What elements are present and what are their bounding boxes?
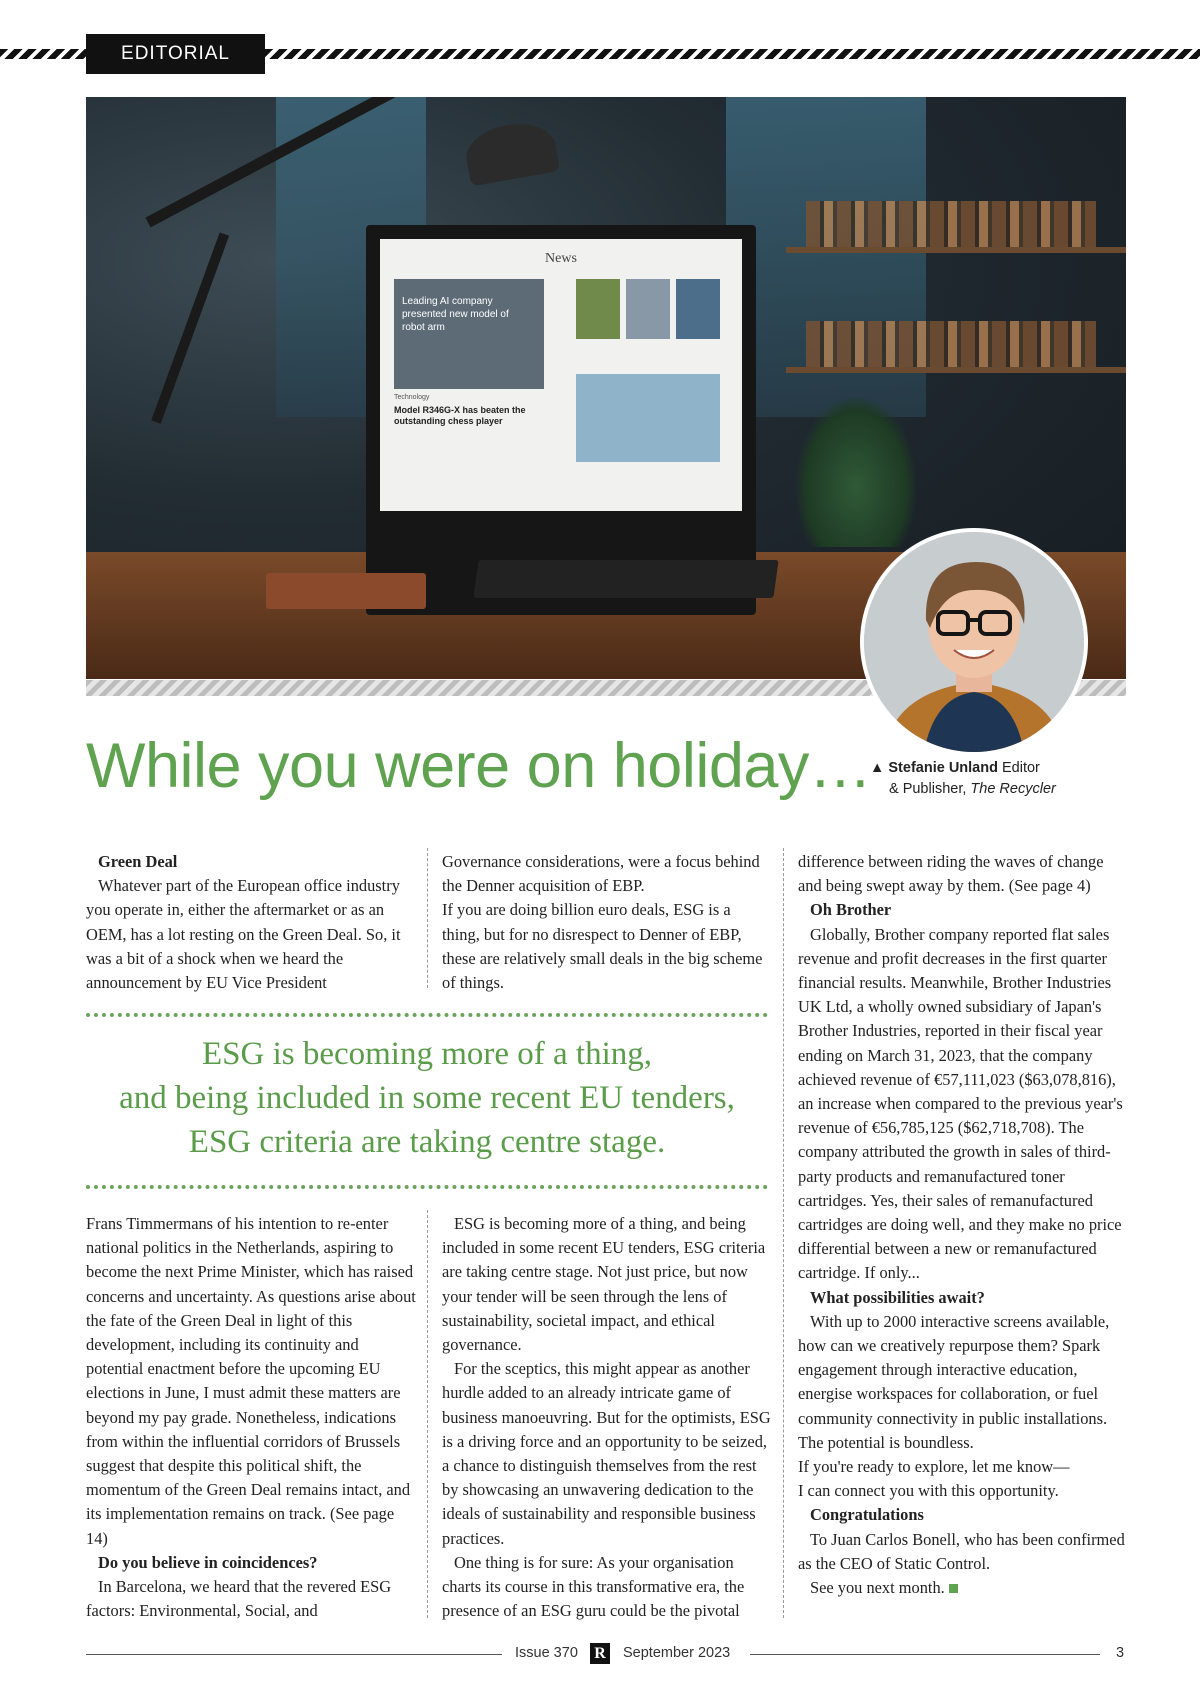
column-1-top <box>86 850 416 995</box>
column-3 <box>798 850 1128 1600</box>
column-divider <box>427 848 428 988</box>
column-2-bottom <box>442 1212 772 1623</box>
lamp-arm <box>151 232 229 423</box>
pull-quote-rule-top <box>86 1013 768 1017</box>
subheading-possibilities: What possibilities await? <box>810 1287 985 1307</box>
lamp-head <box>462 118 560 187</box>
paragraph: If you are doing billion euro deals, ESG is a thing, but for no disrespect to Denner of EBP, these are relatively small deals in the big scheme of things. <box>442 900 763 993</box>
screen-kicker: Technology <box>394 394 430 401</box>
column-1-bottom <box>86 1212 416 1623</box>
background-books <box>806 201 1096 247</box>
subheading-oh-brother: Oh Brother <box>810 900 892 920</box>
footer-rule-left <box>86 1654 502 1655</box>
background-books <box>806 321 1096 367</box>
monitor-screen <box>380 239 742 511</box>
paragraph: Globally, Brother company reported flat sales revenue and profit decreases in the first quarter financial results. Meanwhile, Brother Industries UK Ltd, a wholly owned subsidiary of Japan's Brother Industries, reported in their fiscal year ending on March 31, 2023, that the company achieved revenue of €57,111,023 ($63,078,816), an increase when compared to the previous year's revenue of €56,785,125 ($62,718,708). The company attributed the growth in sales of third-party products and remanufactured toner cartridges. Yes, their sales of remanufactured cartridges are doing well, and they make no price differential between a new or remanufactured cartridge. If only... <box>798 924 1123 1283</box>
publication-logo-icon: R <box>590 1643 610 1664</box>
paragraph: difference between riding the waves of change and being swept away by them. (See page 4) <box>798 852 1104 896</box>
screen-thumbnail <box>626 279 670 339</box>
paragraph: Whatever part of the European office industry you operate in, either the aftermarket or as an OEM, has a lot resting on the Green Deal. So, it was a bit of a shock when we heard the announcement by EU Vice President <box>86 876 401 993</box>
triangle-marker-icon: ▲ <box>870 760 885 776</box>
sign-off <box>798 1576 1128 1600</box>
pull-quote <box>86 1032 768 1164</box>
paragraph: With up to 2000 interactive screens available, how can we creatively repurpose them? Spark engagement through interactive education, energise workspaces for collaboration, or fuel community connectivity in public installations. The potential is boundless. <box>798 1311 1110 1452</box>
paragraph: For the sceptics, this might appear as another hurdle added to an already intricate game of business manoeuvring. But for the optimists, ESG is a driving force and an opportunity to be seized, a chance to distinguish themselves from the rest by showcasing an unwavering dedication to the ideals of sustainability and responsible business practices. <box>442 1359 771 1548</box>
subheading-coincidences: Do you believe in coincidences? <box>98 1552 318 1572</box>
paragraph: ESG is becoming more of a thing, and being included in some recent EU tenders, ESG criteria are taking centre stage. Not just price, but now your tender will be seen through the lens of sustainability, societal impact, and ethical governance. <box>442 1214 766 1355</box>
end-mark-icon <box>949 1584 958 1593</box>
screen-heading: News <box>545 251 577 266</box>
photo-caption <box>870 758 1170 800</box>
book <box>266 573 426 609</box>
pull-quote-line: ESG is becoming more of a thing, <box>201 1036 652 1072</box>
editor-portrait-drawing <box>864 532 1084 752</box>
caption-publication: The Recycler <box>970 781 1056 797</box>
column-divider <box>427 1210 428 1618</box>
paragraph: If you're ready to explore, let me know— <box>798 1457 1070 1477</box>
plant <box>796 397 916 547</box>
column-2-top <box>442 850 772 995</box>
paragraph: To Juan Carlos Bonell, who has been confirmed as the CEO of Static Control. <box>798 1529 1125 1573</box>
sign-off-text: See you next month. <box>810 1578 945 1598</box>
paragraph: Governance considerations, were a focus behind the Denner acquisition of EBP. <box>442 852 760 896</box>
caption-role: Editor <box>1002 760 1040 776</box>
caption-line-1 <box>870 758 1170 779</box>
section-label: EDITORIAL <box>86 34 265 74</box>
keyboard <box>473 560 778 598</box>
screen-story-title: Leading AI company presented new model of robot arm <box>402 296 509 333</box>
paragraph: I can connect you with this opportunity. <box>798 1481 1059 1501</box>
subheading-green-deal: Green Deal <box>98 852 178 871</box>
editor-portrait <box>860 528 1088 756</box>
header-hatch-left <box>0 49 86 59</box>
issue-date: September 2023 <box>623 1645 731 1661</box>
screen-headline: Model R346G-X has beaten the outstanding chess player <box>394 405 526 426</box>
screen-city-image <box>576 374 720 462</box>
screen-thumbnail <box>676 279 720 339</box>
pull-quote-line: and being included in some recent EU tenders, <box>119 1080 735 1116</box>
pull-quote-line: ESG criteria are taking centre stage. <box>188 1124 666 1160</box>
background-shelf <box>786 367 1126 373</box>
screen-thumbnail <box>576 279 620 339</box>
footer-rule-right <box>750 1654 1100 1655</box>
background-shelf <box>786 247 1126 253</box>
subheading-congratulations: Congratulations <box>810 1505 924 1525</box>
column-divider <box>783 848 784 1618</box>
caption-role-continued: & Publisher, <box>889 781 967 797</box>
page-number: 3 <box>1116 1645 1125 1661</box>
paragraph: Frans Timmermans of his intention to re-enter national politics in the Netherlands, aspiring to become the next Prime Minister, which has raised concerns and uncertainty. As questions arise about the fate of the Green Deal in light of this development, including its continuity and potential enactment before the upcoming EU elections in June, I must admit these matters are beyond my pay grade. Nonetheless, indications from within the influential corridors of Brussels suggest that despite this political shift, the momentum of the Green Deal remains intact, and its implementation remains on track. (See page 14) <box>86 1214 416 1548</box>
caption-name: Stefanie Unland <box>888 760 998 776</box>
pull-quote-rule-bottom <box>86 1185 768 1189</box>
header-hatch-right <box>265 49 1200 59</box>
monitor <box>366 225 756 615</box>
page-title: While you were on holiday… <box>86 731 872 801</box>
paragraph: In Barcelona, we heard that the revered ESG factors: Environmental, Social, and <box>86 1577 392 1621</box>
caption-line-2 <box>870 779 1170 800</box>
paragraph: One thing is for sure: As your organisation charts its course in this transformative era, the presence of an ESG guru could be the pivotal <box>442 1552 745 1621</box>
page-footer <box>0 1642 1200 1666</box>
issue-number: Issue 370 <box>515 1645 578 1661</box>
